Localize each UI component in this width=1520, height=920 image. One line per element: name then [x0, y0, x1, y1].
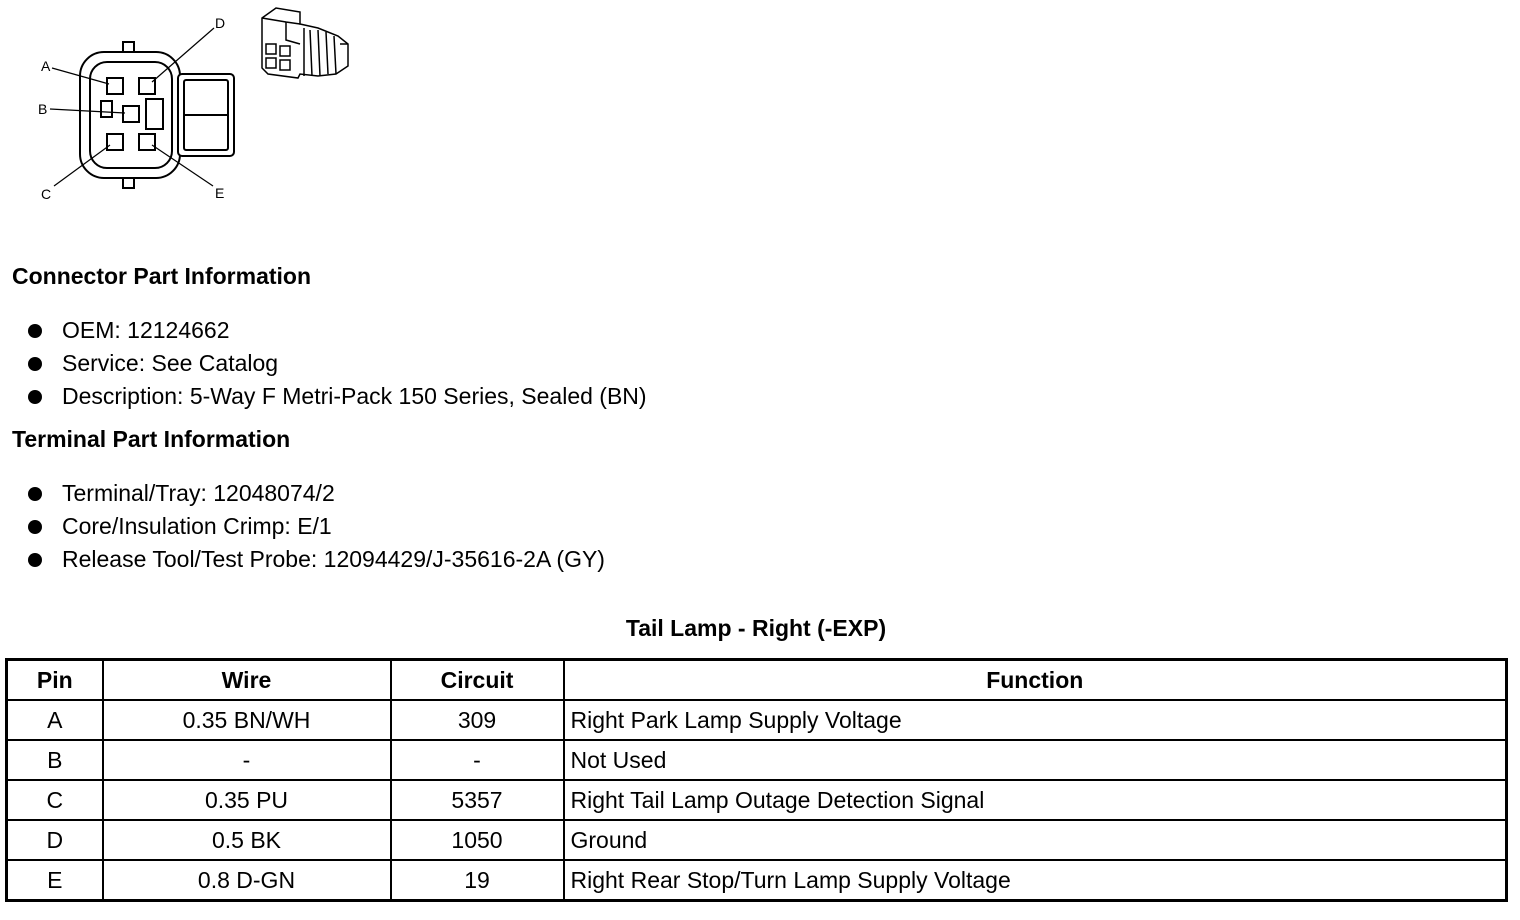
circuit-cell: 309 — [391, 700, 564, 740]
list-item: Core/Insulation Crimp: E/1 — [28, 510, 605, 543]
circuit-cell: 19 — [391, 860, 564, 901]
circuit-cell: 1050 — [391, 820, 564, 860]
function-cell: Right Rear Stop/Turn Lamp Supply Voltage — [564, 860, 1507, 901]
pin-label-a: A — [41, 58, 51, 74]
wire-cell: 0.8 D-GN — [103, 860, 391, 901]
bullet-icon — [28, 553, 42, 567]
pin-label-e: E — [215, 185, 225, 201]
list-item: OEM: 12124662 — [28, 314, 647, 347]
connector-part-info-list — [28, 314, 647, 413]
wire-cell: - — [103, 740, 391, 780]
function-cell: Not Used — [564, 740, 1507, 780]
column-header-wire: Wire — [103, 660, 391, 701]
pin-cell: B — [7, 740, 103, 780]
connector-face-diagram — [0, 0, 380, 220]
bullet-icon — [28, 390, 42, 404]
table-row — [7, 860, 1507, 901]
function-cell: Right Park Lamp Supply Voltage — [564, 700, 1507, 740]
terminal-part-info-list — [28, 477, 605, 576]
wire-cell: 0.5 BK — [103, 820, 391, 860]
bullet-icon — [28, 520, 42, 534]
column-header-function: Function — [564, 660, 1507, 701]
bullet-icon — [28, 487, 42, 501]
table-row — [7, 740, 1507, 780]
terminal-part-info-heading: Terminal Part Information — [12, 426, 291, 452]
table-header-row — [7, 660, 1507, 701]
pinout-table — [5, 658, 1508, 902]
pin-cell: C — [7, 780, 103, 820]
function-cell: Right Tail Lamp Outage Detection Signal — [564, 780, 1507, 820]
pin-cell: D — [7, 820, 103, 860]
table-row — [7, 700, 1507, 740]
table-row — [7, 780, 1507, 820]
connector-3d-illustration — [262, 8, 348, 78]
list-item: Terminal/Tray: 12048074/2 — [28, 477, 605, 510]
circuit-cell: 5357 — [391, 780, 564, 820]
function-cell: Ground — [564, 820, 1507, 860]
table-row — [7, 820, 1507, 860]
pin-cell: E — [7, 860, 103, 901]
list-item: Service: See Catalog — [28, 347, 647, 380]
wire-cell: 0.35 BN/WH — [103, 700, 391, 740]
wire-cell: 0.35 PU — [103, 780, 391, 820]
pin-label-b: B — [38, 101, 48, 117]
pin-cell: A — [7, 700, 103, 740]
bullet-icon — [28, 357, 42, 371]
connector-part-info-heading: Connector Part Information — [12, 263, 312, 289]
pin-label-d: D — [215, 15, 226, 31]
list-item: Description: 5-Way F Metri-Pack 150 Series, Sealed (BN) — [28, 380, 647, 413]
table-title: Tail Lamp - Right (-EXP) — [625, 615, 887, 641]
column-header-circuit: Circuit — [391, 660, 564, 701]
pin-label-c: C — [41, 186, 52, 202]
bullet-icon — [28, 324, 42, 338]
column-header-pin: Pin — [7, 660, 103, 701]
circuit-cell: - — [391, 740, 564, 780]
list-item: Release Tool/Test Probe: 12094429/J-35616-2A (GY) — [28, 543, 605, 576]
